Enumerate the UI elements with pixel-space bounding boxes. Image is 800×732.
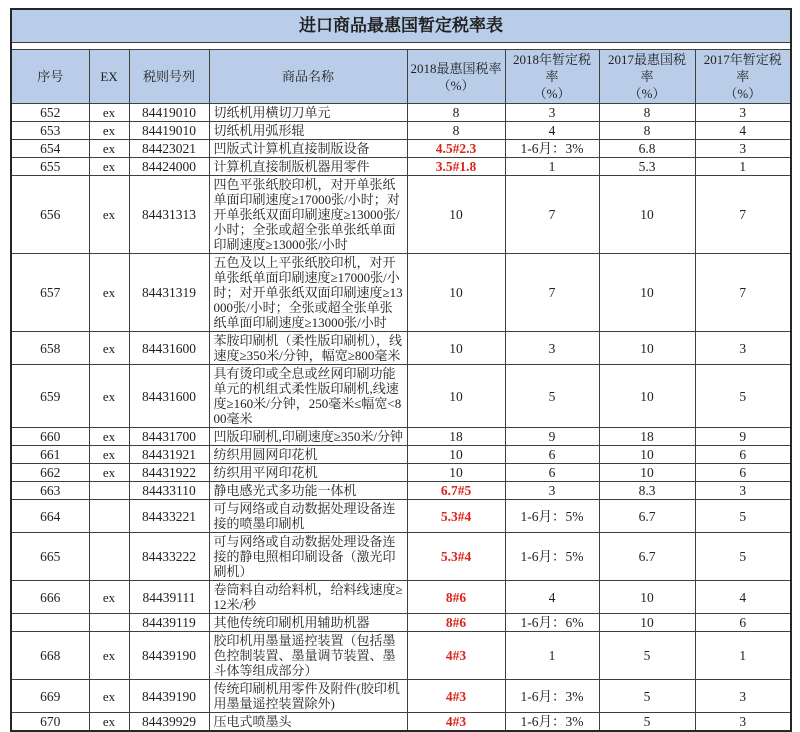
table-row (11, 632, 791, 680)
rate-2018-mfn-cell: 10 (407, 365, 505, 428)
rate-2017-tmp-cell: 6 (695, 464, 791, 482)
serial-cell: 660 (11, 428, 89, 446)
col-header-serial-label: 序号 (37, 69, 64, 84)
rate-2018-tmp-cell: 6 (505, 464, 599, 482)
rate-2017-tmp-cell: 5 (695, 500, 791, 533)
code-cell: 84431600 (129, 365, 209, 428)
rate-2018-mfn-cell: 10 (407, 446, 505, 464)
col-header-tmp2018 (505, 50, 599, 104)
rate-2017-mfn-cell: 6.8 (599, 140, 695, 158)
rate-2018-tmp-cell: 4 (505, 581, 599, 614)
rate-2018-tmp-cell: 3 (505, 332, 599, 365)
spacer (11, 43, 791, 50)
rate-2018-mfn-cell: 8#6 (407, 614, 505, 632)
serial-cell: 661 (11, 446, 89, 464)
col-header-tmp2017 (695, 50, 791, 104)
serial-cell: 663 (11, 482, 89, 500)
rate-2017-tmp-cell: 3 (695, 140, 791, 158)
rate-2018-tmp-cell: 6 (505, 446, 599, 464)
table-row (11, 332, 791, 365)
col-header-tmp2017-unit: （%） (724, 86, 762, 101)
ex-cell (89, 500, 129, 533)
col-header-serial (11, 50, 89, 104)
rate-2017-mfn-cell: 10 (599, 176, 695, 254)
rate-2018-mfn-cell: 10 (407, 332, 505, 365)
ex-cell: ex (89, 158, 129, 176)
rate-2018-tmp-cell: 4 (505, 122, 599, 140)
title-row (11, 9, 791, 43)
rate-2017-tmp-cell: 9 (695, 428, 791, 446)
code-cell: 84439190 (129, 632, 209, 680)
ex-cell: ex (89, 713, 129, 732)
table-row (11, 428, 791, 446)
rate-2017-tmp-cell: 1 (695, 158, 791, 176)
table-row (11, 500, 791, 533)
col-header-code-label: 税则号列 (142, 69, 195, 84)
col-header-ex-label: EX (100, 69, 118, 84)
code-cell: 84431319 (129, 254, 209, 332)
name-cell: 压电式喷墨头 (209, 713, 407, 732)
col-header-tmp2018-label: 2018年暂定税率 (512, 52, 591, 84)
rate-2018-mfn-cell: 18 (407, 428, 505, 446)
rate-2017-mfn-cell: 5 (599, 680, 695, 713)
code-cell: 84433110 (129, 482, 209, 500)
rate-2018-tmp-cell: 1-6月：3% (505, 140, 599, 158)
rate-2018-mfn-cell: 3.5#1.8 (407, 158, 505, 176)
rate-2018-tmp-cell: 1-6月：3% (505, 680, 599, 713)
col-header-name-label: 商品名称 (281, 69, 334, 84)
table-row (11, 680, 791, 713)
serial-cell: 669 (11, 680, 89, 713)
rate-2018-mfn-cell: 8 (407, 122, 505, 140)
header-row (11, 50, 791, 104)
rate-2017-tmp-cell: 3 (695, 104, 791, 122)
col-header-name (209, 50, 407, 104)
ex-cell: ex (89, 122, 129, 140)
table-row (11, 482, 791, 500)
serial-cell: 658 (11, 332, 89, 365)
code-cell: 84433221 (129, 500, 209, 533)
rate-2018-mfn-cell: 10 (407, 254, 505, 332)
code-cell: 84419010 (129, 104, 209, 122)
rate-2018-mfn-cell: 5.3#4 (407, 500, 505, 533)
rate-2017-tmp-cell: 3 (695, 680, 791, 713)
ex-cell: ex (89, 680, 129, 713)
serial-cell: 664 (11, 500, 89, 533)
rate-2018-mfn-cell: 4#3 (407, 632, 505, 680)
name-cell: 凹版印刷机,印刷速度≥350米/分钟 (209, 428, 407, 446)
rate-2018-tmp-cell: 5 (505, 365, 599, 428)
rate-2017-tmp-cell: 4 (695, 122, 791, 140)
rate-2018-tmp-cell: 1-6月：5% (505, 500, 599, 533)
name-cell: 切纸机用横切刀单元 (209, 104, 407, 122)
col-header-mfn2018 (407, 50, 505, 104)
table-row (11, 104, 791, 122)
rate-2018-tmp-cell: 1 (505, 158, 599, 176)
ex-cell: ex (89, 365, 129, 428)
name-cell: 可与网络或自动数据处理设备连接的静电照相印刷设备（激光印刷机） (209, 533, 407, 581)
table-row (11, 446, 791, 464)
name-cell: 胶印机用墨量遥控装置（包括墨色控制装置、墨量调节装置、墨斗体等组成部分） (209, 632, 407, 680)
ex-cell: ex (89, 464, 129, 482)
ex-cell: ex (89, 104, 129, 122)
rate-2017-tmp-cell: 5 (695, 365, 791, 428)
serial-cell: 659 (11, 365, 89, 428)
rate-2017-mfn-cell: 10 (599, 464, 695, 482)
rate-2017-tmp-cell: 1 (695, 632, 791, 680)
name-cell: 卷筒料自动给料机，给料线速度≥12米/秒 (209, 581, 407, 614)
rate-2017-mfn-cell: 10 (599, 614, 695, 632)
rate-2017-mfn-cell: 18 (599, 428, 695, 446)
code-cell: 84423021 (129, 140, 209, 158)
rate-2017-mfn-cell: 10 (599, 365, 695, 428)
table-row (11, 122, 791, 140)
code-cell: 84431700 (129, 428, 209, 446)
serial-cell: 654 (11, 140, 89, 158)
rate-2017-mfn-cell: 8 (599, 122, 695, 140)
ex-cell: ex (89, 140, 129, 158)
rate-2017-mfn-cell: 5.3 (599, 158, 695, 176)
serial-cell: 668 (11, 632, 89, 680)
rate-2018-tmp-cell: 1-6月：6% (505, 614, 599, 632)
table-row (11, 713, 791, 732)
serial-cell: 652 (11, 104, 89, 122)
ex-cell: ex (89, 446, 129, 464)
col-header-mfn2018-label: 2018最惠国税率 (410, 60, 502, 76)
name-cell: 四色平张纸胶印机，对开单张纸单面印刷速度≥17000张/小时；对开单张纸双面印刷速度≥13000张/小时；全张或超全张单张纸单面印刷速度≥13000张/小时 (209, 176, 407, 254)
code-cell: 84433222 (129, 533, 209, 581)
col-header-ex (89, 50, 129, 104)
rate-2017-tmp-cell: 6 (695, 614, 791, 632)
code-cell: 84431600 (129, 332, 209, 365)
rate-2017-mfn-cell: 10 (599, 332, 695, 365)
ex-cell (89, 482, 129, 500)
name-cell: 静电感光式多功能一体机 (209, 482, 407, 500)
rate-2017-tmp-cell: 7 (695, 176, 791, 254)
col-header-mfn2017 (599, 50, 695, 104)
rate-2018-tmp-cell: 3 (505, 104, 599, 122)
serial-cell: 657 (11, 254, 89, 332)
rate-2017-mfn-cell: 10 (599, 446, 695, 464)
name-cell: 传统印刷机用零件及附件(胶印机用墨量遥控装置除外) (209, 680, 407, 713)
rate-2017-mfn-cell: 10 (599, 581, 695, 614)
rate-2018-tmp-cell: 1 (505, 632, 599, 680)
name-cell: 苯胺印刷机（柔性版印刷机），线速度≥350米/分钟，幅宽≥800毫米 (209, 332, 407, 365)
rate-2018-tmp-cell: 9 (505, 428, 599, 446)
rate-2018-tmp-cell: 1-6月：5% (505, 533, 599, 581)
code-cell: 84439190 (129, 680, 209, 713)
table-row (11, 140, 791, 158)
table-row (11, 581, 791, 614)
serial-cell: 662 (11, 464, 89, 482)
ex-cell: ex (89, 428, 129, 446)
rate-2018-mfn-cell: 4#3 (407, 713, 505, 732)
code-cell: 84439111 (129, 581, 209, 614)
name-cell: 切纸机用弧形辊 (209, 122, 407, 140)
rate-2017-tmp-cell: 3 (695, 332, 791, 365)
name-cell: 具有烫印或全息或丝网印刷功能单元的机组式柔性版印刷机,线速度≥160米/分钟，250毫米≤幅宽<800毫米 (209, 365, 407, 428)
rate-2018-mfn-cell: 4#3 (407, 680, 505, 713)
rate-2018-tmp-cell: 3 (505, 482, 599, 500)
serial-cell: 670 (11, 713, 89, 732)
code-cell: 84424000 (129, 158, 209, 176)
col-header-tmp2017-label: 2017年暂定税率 (703, 52, 782, 84)
name-cell: 可与网络或自动数据处理设备连接的喷墨印刷机 (209, 500, 407, 533)
ex-cell: ex (89, 581, 129, 614)
tariff-table (10, 8, 792, 732)
col-header-code (129, 50, 209, 104)
rate-2018-mfn-cell: 6.7#5 (407, 482, 505, 500)
ex-cell: ex (89, 332, 129, 365)
col-header-tmp2018-unit: （%） (533, 86, 571, 101)
name-cell: 纺织用圆网印花机 (209, 446, 407, 464)
code-cell: 84439119 (129, 614, 209, 632)
code-cell: 84439929 (129, 713, 209, 732)
rate-2018-mfn-cell: 5.3#4 (407, 533, 505, 581)
rate-2018-mfn-cell: 8#6 (407, 581, 505, 614)
serial-cell: 653 (11, 122, 89, 140)
rate-2017-tmp-cell: 5 (695, 533, 791, 581)
table-title: 进口商品最惠国暂定税率表 (11, 9, 791, 43)
table-row (11, 158, 791, 176)
rate-2018-tmp-cell: 7 (505, 254, 599, 332)
name-cell: 凹版式计算机直接制版设备 (209, 140, 407, 158)
ex-cell: ex (89, 254, 129, 332)
serial-cell: 665 (11, 533, 89, 581)
serial-cell: 656 (11, 176, 89, 254)
ex-cell (89, 614, 129, 632)
col-header-mfn2017-label: 2017最惠国税率 (607, 52, 686, 84)
rate-2018-mfn-cell: 10 (407, 176, 505, 254)
rate-2018-tmp-cell: 7 (505, 176, 599, 254)
rate-2017-tmp-cell: 4 (695, 581, 791, 614)
serial-cell: 655 (11, 158, 89, 176)
col-header-mfn2018-unit: （%） (437, 77, 475, 93)
rate-2017-mfn-cell: 8 (599, 104, 695, 122)
table-row (11, 533, 791, 581)
rate-2018-mfn-cell: 10 (407, 464, 505, 482)
rate-2017-tmp-cell: 3 (695, 482, 791, 500)
rate-2017-mfn-cell: 10 (599, 254, 695, 332)
name-cell: 其他传统印刷机用辅助机器 (209, 614, 407, 632)
rate-2017-mfn-cell: 6.7 (599, 533, 695, 581)
name-cell: 纺织用平网印花机 (209, 464, 407, 482)
spacer-row (11, 43, 791, 50)
name-cell: 计算机直接制版机器用零件 (209, 158, 407, 176)
code-cell: 84431313 (129, 176, 209, 254)
rate-2018-mfn-cell: 4.5#2.3 (407, 140, 505, 158)
rate-2018-mfn-cell: 8 (407, 104, 505, 122)
rate-2017-mfn-cell: 6.7 (599, 500, 695, 533)
rate-2017-mfn-cell: 8.3 (599, 482, 695, 500)
ex-cell: ex (89, 632, 129, 680)
table-row (11, 464, 791, 482)
rate-2017-mfn-cell: 5 (599, 632, 695, 680)
rate-2018-tmp-cell: 1-6月：3% (505, 713, 599, 732)
table-row (11, 254, 791, 332)
rate-2017-tmp-cell: 7 (695, 254, 791, 332)
rate-2017-tmp-cell: 6 (695, 446, 791, 464)
code-cell: 84431922 (129, 464, 209, 482)
col-header-mfn2017-unit: （%） (628, 86, 666, 101)
table-row (11, 365, 791, 428)
rate-2017-tmp-cell: 3 (695, 713, 791, 732)
ex-cell (89, 533, 129, 581)
table-row (11, 176, 791, 254)
code-cell: 84431921 (129, 446, 209, 464)
table-row (11, 614, 791, 632)
name-cell: 五色及以上平张纸胶印机，对开单张纸单面印刷速度≥17000张/小时；对开单张纸双面印刷速度≥13000张/小时；全张或超全张单张纸单面印刷速度≥13000张/小时 (209, 254, 407, 332)
serial-cell: 666 (11, 581, 89, 614)
code-cell: 84419010 (129, 122, 209, 140)
ex-cell: ex (89, 176, 129, 254)
rate-2017-mfn-cell: 5 (599, 713, 695, 732)
serial-cell (11, 614, 89, 632)
